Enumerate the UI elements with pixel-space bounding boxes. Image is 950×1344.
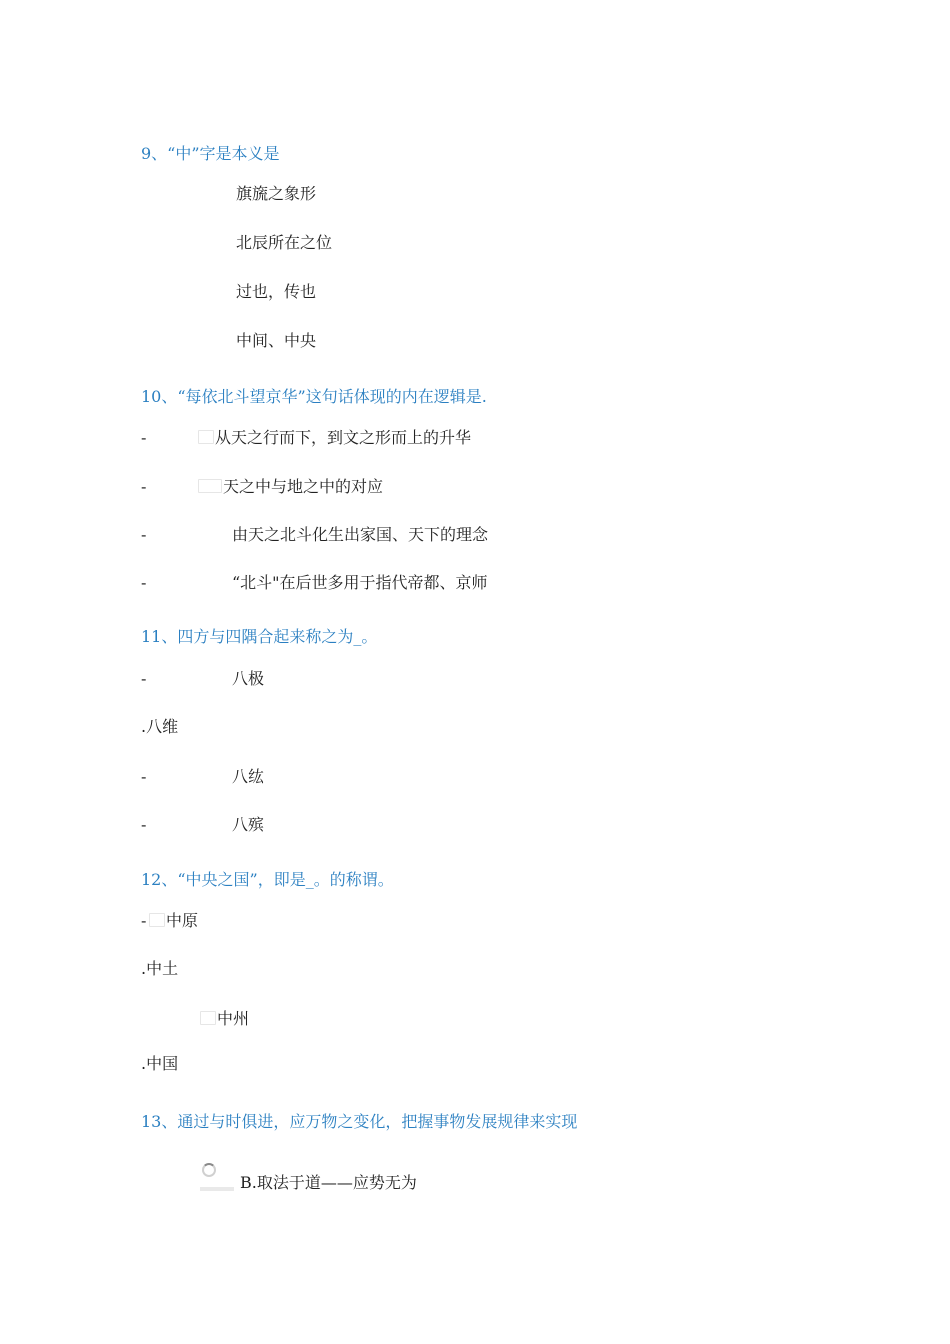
question-13-option-b[interactable] (240, 1170, 500, 1190)
question-13-title: 13、通过与时俱进，应万物之变化，把握事物发展规律来实现 (141, 1112, 578, 1131)
loading-spinner-icon (202, 1163, 216, 1177)
question-10-option-b[interactable] (198, 476, 383, 498)
question-10-option-c[interactable]: 由天之北斗化生出家国、天下的理念 (232, 525, 489, 544)
question-10-option-a[interactable] (198, 427, 471, 449)
question-10-option-d[interactable]: “北斗"在后世多用于指代帝都、京师 (232, 573, 488, 592)
question-10-title: 10、“每依北斗望京华”这句话体现的内在逻辑是. (141, 387, 487, 406)
checkbox-placeholder-icon[interactable] (200, 1011, 216, 1025)
question-11-option-c[interactable]: 八纮 (232, 767, 265, 786)
checkbox-placeholder-icon[interactable] (149, 913, 165, 927)
question-9-option-a[interactable]: 旗旒之象形 (236, 184, 317, 203)
bullet-marker: - (141, 767, 147, 786)
checkbox-placeholder-icon[interactable] (198, 430, 214, 444)
bullet-marker: - (141, 477, 147, 496)
checkbox-placeholder-icon[interactable] (198, 479, 222, 493)
question-11-title: 11、四方与四隅合起来称之为_。 (141, 627, 378, 646)
option-label: 中原 (166, 911, 199, 930)
question-9-option-c[interactable]: 过也，传也 (236, 282, 317, 301)
bullet-marker: - (141, 573, 147, 592)
bullet-marker: - (141, 428, 147, 447)
question-12-option-b[interactable]: .中土 (141, 959, 179, 978)
option-label: 天之中与地之中的对应 (223, 477, 384, 496)
question-11-option-a[interactable]: 八极 (232, 669, 265, 688)
option-label: B.取法于道——应势无为 (240, 1173, 417, 1190)
question-12-title: 12、“中央之国”，即是_。的称谓。 (141, 870, 394, 889)
question-11-option-d[interactable]: 八殡 (232, 815, 265, 834)
question-9-option-b[interactable]: 北辰所在之位 (236, 233, 333, 252)
question-12-option-d[interactable]: .中国 (141, 1054, 179, 1073)
bullet-marker: - (141, 815, 147, 834)
bullet-marker: - (141, 669, 147, 688)
question-12-option-a[interactable] (149, 910, 198, 932)
loading-bar (200, 1187, 234, 1191)
question-12-option-c[interactable] (200, 1008, 249, 1030)
bullet-marker: - (141, 911, 147, 930)
question-9-title: 9、“中”字是本义是 (141, 144, 280, 163)
question-9-option-d[interactable]: 中间、中央 (236, 331, 317, 350)
option-label: 中州 (217, 1009, 250, 1028)
question-11-option-b[interactable]: .八维 (141, 717, 179, 736)
bullet-marker: - (141, 525, 147, 544)
option-label: 从天之行而下，到文之形而上的升华 (215, 428, 472, 447)
